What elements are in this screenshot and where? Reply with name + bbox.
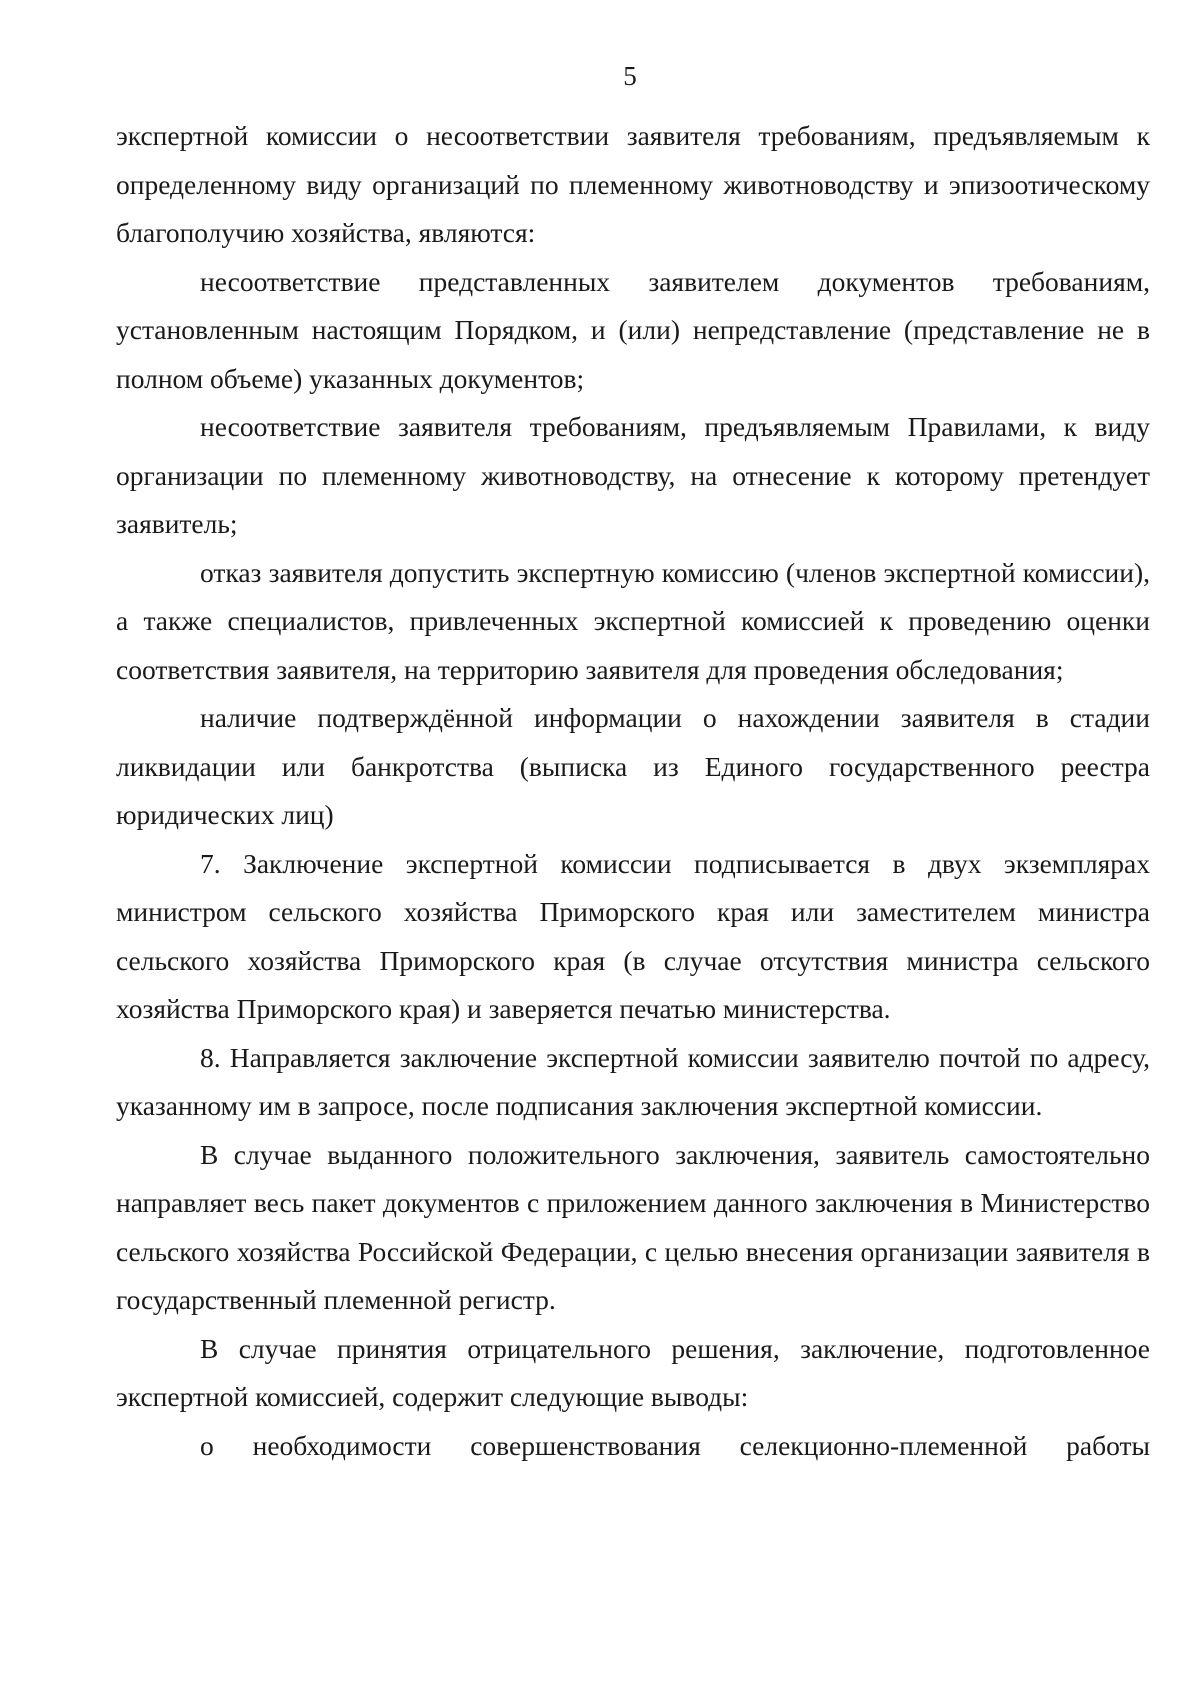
page-number: 5 [623, 61, 637, 91]
paragraph-reason-liquidation: наличие подтверждённой информации о нахождении заявителя в стадии ликвидации или банкротства (выписка из Единого государственного реестра юридических лиц) [116, 702, 1150, 830]
paragraph-positive-conclusion: В случае выданного положительного заключения, заявитель самостоятельно направляет весь пакет документов с приложением данного заключения в Министерство сельского хозяйства Российской Федерации, с целью внесения организации заявителя в государственный племенной регистр. [116, 1138, 1150, 1315]
paragraph-intro-continuation: экспертной комиссии о несоответствии заявителя требованиям, предъявляемым к определенному виду организаций по племенному животноводству и эпизоотическому благополучию хозяйства, являются: [116, 120, 1150, 248]
paragraph-reason-refusal: отказ заявителя допустить экспертную комиссию (членов экспертной комиссии), а также специалистов, привлеченных экспертной комиссией к проведению оценки соответствия заявителя, на территорию заявителя для проведения обследования; [116, 556, 1150, 685]
paragraph-item-8: 8. Направляется заключение экспертной комиссии заявителю почтой по адресу, указанному им в запросе, после подписания заключения экспертной комиссии. [116, 1041, 1150, 1121]
paragraph-reason-requirements: несоответствие заявителя требованиям, предъявляемым Правилами, к виду организации по племенному животноводству, на отнесение к которому претендует заявитель; [116, 411, 1150, 539]
paragraph-conclusion-item: о необходимости совершенствования селекционно-племенной работы [200, 1429, 1150, 1461]
paragraph-negative-conclusion: В случае принятия отрицательного решения, заключение, подготовленное экспертной комиссией, содержит следующие выводы: [116, 1332, 1150, 1412]
paragraph-item-7: 7. Заключение экспертной комиссии подписывается в двух экземплярах министром сельского хозяйства Приморского края или заместителем министра сельского хозяйства Приморского края (в случае отсутствия министра сельского хозяйства Приморского края) и заверяется печатью министерства. [116, 847, 1150, 1024]
paragraph-reason-documents: несоответствие представленных заявителем документов требованиям, установленным настоящим Порядком, и (или) непредставление (представление не в полном объеме) указанных документов; [116, 265, 1150, 394]
document-body [116, 112, 1150, 1470]
